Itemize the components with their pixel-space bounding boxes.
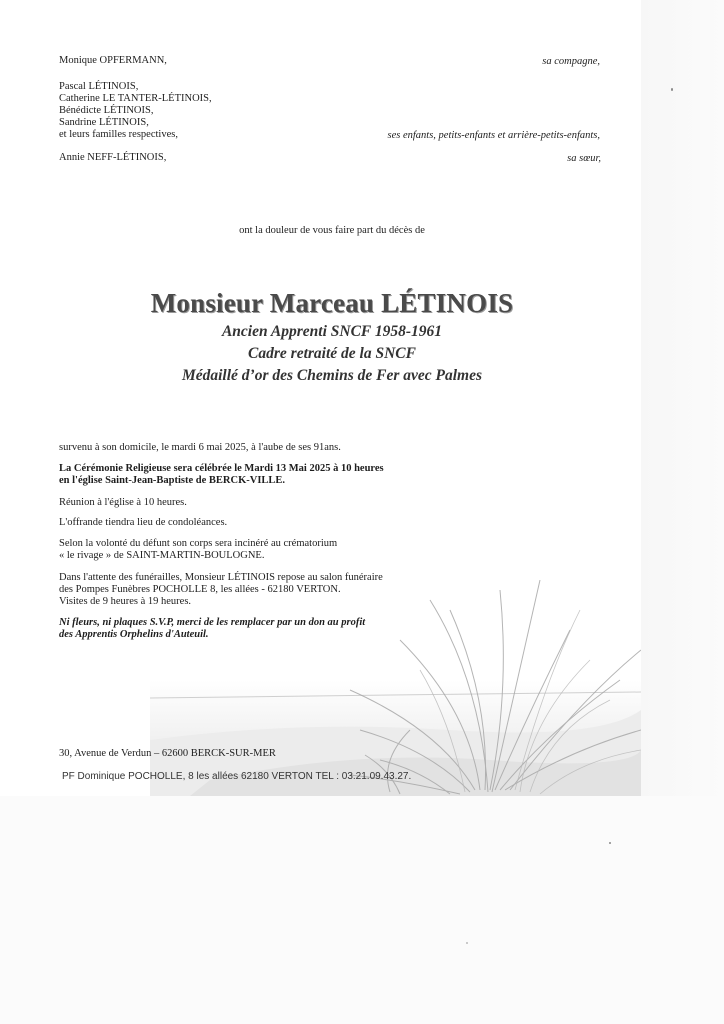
rest-info: des Pompes Funèbres POCHOLLE 8, les allées - 62180 VERTON. xyxy=(59,584,341,595)
ceremony-info: La Cérémonie Religieuse sera célébrée le Mardi 13 Mai 2025 à 10 heures xyxy=(59,463,384,474)
family-relation: sa sœur, xyxy=(567,153,601,164)
cremation-info: Selon la volonté du défunt son corps sera incinéré au crématorium xyxy=(59,538,338,549)
deceased-title: Médaillé d’or des Chemins de Fer avec Palmes xyxy=(181,367,483,384)
scan-speck xyxy=(671,88,673,91)
funeral-home-info: PF Dominique POCHOLLE, 8 les allées 62180 VERTON TEL : 03.21.09.43.27. xyxy=(62,771,412,782)
family-member-name: Monique OPFERMANN, xyxy=(59,55,167,66)
deceased-title: Ancien Apprenti SNCF 1958-1961 xyxy=(221,323,443,340)
cremation-info: « le rivage » de SAINT-MARTIN-BOULOGNE. xyxy=(59,550,265,561)
meeting-info: Réunion à l'église à 10 heures. xyxy=(59,497,187,508)
family-member-name: Bénédicte LÉTINOIS, xyxy=(59,105,154,116)
deceased-title: Cadre retraité de la SNCF xyxy=(248,345,416,362)
family-member-name: Catherine LE TANTER-LÉTINOIS, xyxy=(59,93,212,104)
announcement-text: ont la douleur de vous faire part du décès de xyxy=(239,225,425,236)
flowers-request: Ni fleurs, ni plaques S.V.P, merci de les remplacer par un don au profit xyxy=(59,617,366,628)
scan-speck xyxy=(466,942,468,944)
rest-info: Dans l'attente des funérailles, Monsieur LÉTINOIS repose au salon funéraire xyxy=(59,572,383,583)
flowers-request: des Apprentis Orphelins d'Auteuil. xyxy=(59,629,209,640)
deceased-name: Monsieur Marceau LÉTINOIS xyxy=(150,288,514,318)
dune-grass-illustration xyxy=(150,580,641,796)
death-notice: survenu à son domicile, le mardi 6 mai 2025, à l'aube de ses 91ans. xyxy=(59,442,341,453)
family-relation: ses enfants, petits-enfants et arrière-petits-enfants, xyxy=(387,130,600,141)
offering-info: L'offrande tiendra lieu de condoléances. xyxy=(59,517,228,528)
family-member-name: et leurs familles respectives, xyxy=(59,129,178,140)
ceremony-info: en l'église Saint-Jean-Baptiste de BERCK-VILLE. xyxy=(59,475,286,486)
scan-speck xyxy=(609,842,611,844)
family-member-name: Pascal LÉTINOIS, xyxy=(59,81,139,92)
home-address: 30, Avenue de Verdun – 62600 BERCK-SUR-MER xyxy=(59,748,276,759)
scan-margin-bottom xyxy=(0,796,724,1024)
family-member-name: Sandrine LÉTINOIS, xyxy=(59,117,149,128)
family-relation: sa compagne, xyxy=(542,56,600,67)
rest-info: Visites de 9 heures à 19 heures. xyxy=(59,596,192,607)
family-member-name: Annie NEFF-LÉTINOIS, xyxy=(59,152,167,163)
